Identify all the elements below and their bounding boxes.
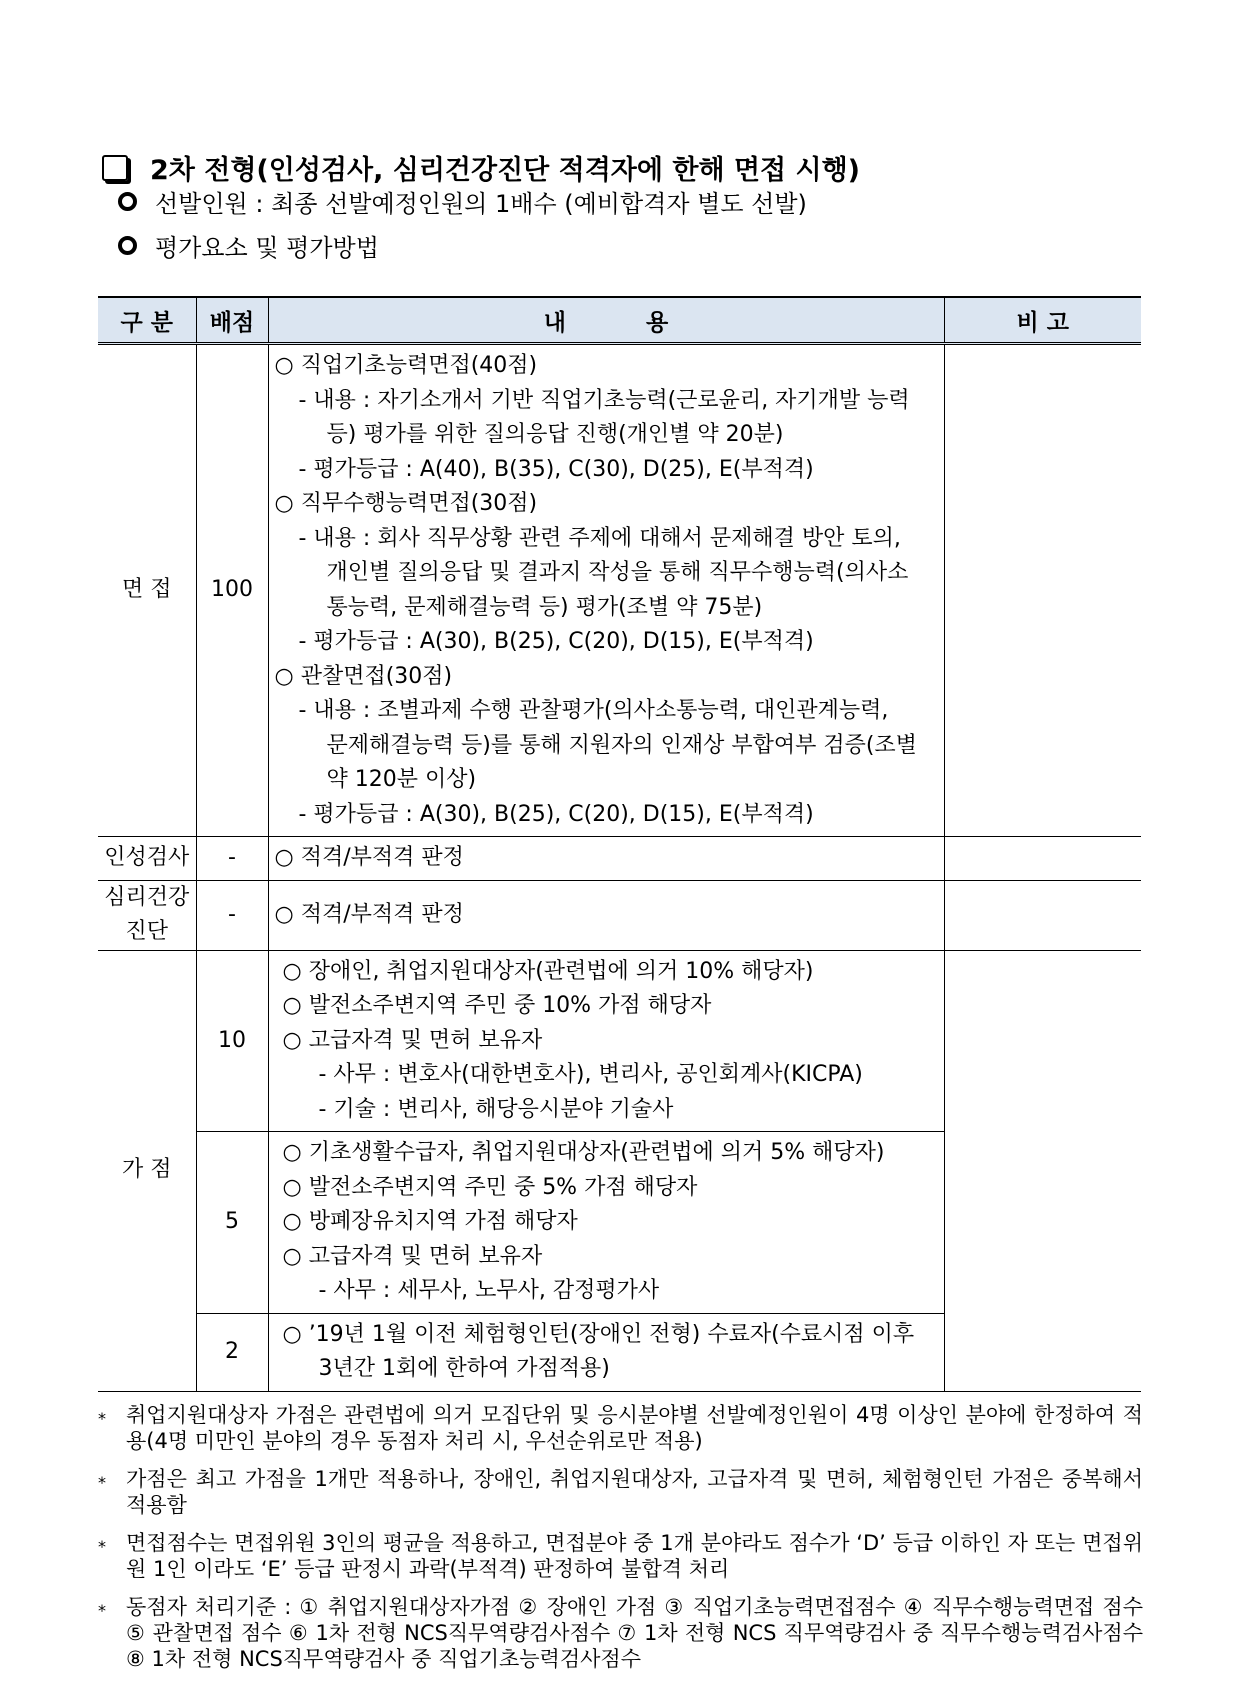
content-line: - 평가등급 : A(30), B(25), C(20), D(15), E(부적격) bbox=[298, 801, 814, 827]
bonus-score-5: 5 bbox=[196, 1132, 268, 1314]
personality-category: 인성검사 bbox=[98, 837, 196, 881]
content-line: ○ 기초생활수급자, 취업지원대상자(관련법에 의거 5% 해당자) bbox=[282, 1140, 885, 1165]
bullet-text: 평가요소 및 평가방법 bbox=[155, 234, 379, 262]
bullet-selection-count bbox=[118, 184, 807, 219]
personality-content: ○ 적격/부적격 판정 bbox=[268, 837, 944, 881]
bonus-score-10: 10 bbox=[196, 950, 268, 1132]
ring-bullet-icon bbox=[118, 192, 137, 211]
content-line: ○ 관찰면접(30점) bbox=[274, 663, 453, 689]
bullet-evaluation bbox=[118, 228, 379, 263]
health-remark bbox=[944, 880, 1141, 950]
footnote bbox=[98, 1594, 1143, 1672]
interview-score: 100 bbox=[196, 344, 268, 837]
bonus-remark bbox=[944, 950, 1141, 1391]
footnote-marker: * bbox=[98, 1601, 106, 1620]
header-remark: 비 고 bbox=[944, 297, 1141, 344]
content-line: 개인별 질의응답 및 결과지 작성을 통해 직무수행능력(의사소 bbox=[326, 560, 909, 585]
interview-content bbox=[268, 344, 944, 837]
content-line: 등) 평가를 위한 질의응답 진행(개인별 약 20분) bbox=[326, 422, 784, 447]
health-category-line1: 심리건강 bbox=[104, 884, 190, 910]
health-category-line2: 진단 bbox=[125, 919, 168, 944]
content-line: - 사무 : 변호사(대한변호사), 변리사, 공인회계사(KICPA) bbox=[318, 1062, 863, 1087]
table-row bbox=[98, 837, 1141, 881]
health-score: - bbox=[196, 880, 268, 950]
health-content: ○ 적격/부적격 판정 bbox=[268, 880, 944, 950]
personality-score: - bbox=[196, 837, 268, 881]
content-line: ○ 고급자격 및 면허 보유자 bbox=[282, 1027, 543, 1053]
content-line: - 내용 : 조별과제 수행 관찰평가(의사소통능력, 대인관계능력, bbox=[298, 698, 889, 723]
header-category: 구 분 bbox=[98, 297, 196, 344]
content-line: - 기술 : 변리사, 해당응시분야 기술사 bbox=[318, 1096, 674, 1122]
footnotes bbox=[98, 1402, 1143, 1684]
content-line: ○ 장애인, 취업지원대상자(관련법에 의거 10% 해당자) bbox=[282, 958, 814, 984]
content-line: - 사무 : 세무사, 노무사, 감정평가사 bbox=[318, 1278, 660, 1303]
content-line: ○ ’19년 1월 이전 체험형인턴(장애인 전형) 수료자(수료시점 이후 bbox=[282, 1321, 915, 1347]
footnote-text: 면접점수는 면접위원 3인의 평균을 적용하고, 면접분야 중 1개 분야라도 점수가 ‘D’ 등급 이하인 자 또는 면접위원 1인 이라도 ‘E’ 등급 판정시 과락(부적격) 판정하여 불합격 처리 bbox=[126, 1531, 1143, 1581]
table-row bbox=[98, 880, 1141, 950]
footnote bbox=[98, 1530, 1143, 1582]
header-content: 내 용 bbox=[268, 297, 944, 344]
interview-category: 면 접 bbox=[98, 344, 196, 837]
evaluation-table bbox=[98, 296, 1141, 1392]
ballot-box-icon bbox=[102, 155, 128, 181]
content-line: ○ 발전소주변지역 주민 중 10% 가점 해당자 bbox=[282, 993, 712, 1018]
table-row bbox=[98, 344, 1141, 837]
section-title: 2차 전형(인성검사, 심리건강진단 적격자에 한해 면접 시행) bbox=[150, 155, 861, 186]
bonus-content-2 bbox=[268, 1313, 944, 1391]
bonus-content-10 bbox=[268, 950, 944, 1132]
health-category bbox=[98, 880, 196, 950]
footnote bbox=[98, 1466, 1143, 1518]
interview-remark bbox=[944, 344, 1141, 837]
content-line: - 평가등급 : A(30), B(25), C(20), D(15), E(부적격) bbox=[298, 629, 814, 654]
content-line: ○ 고급자격 및 면허 보유자 bbox=[282, 1243, 543, 1269]
footnote-marker: * bbox=[98, 1537, 106, 1556]
bonus-score-2: 2 bbox=[196, 1313, 268, 1391]
ring-bullet-icon bbox=[118, 236, 137, 255]
content-line: 문제해결능력 등)를 통해 지원자의 인재상 부합여부 검증(조별 bbox=[326, 732, 917, 758]
personality-remark bbox=[944, 837, 1141, 881]
content-line: 3년간 1회에 한하여 가점적용) bbox=[318, 1356, 610, 1381]
footnote-marker: * bbox=[98, 1409, 106, 1428]
footnote-text: 가점은 최고 가점을 1개만 적용하나, 장애인, 취업지원대상자, 고급자격 및 면허, 체험형인턴 가점은 중복해서 적용함 bbox=[126, 1467, 1143, 1517]
content-line: ○ 직무수행능력면접(30점) bbox=[274, 491, 538, 516]
bullet-text: 선발인원 : 최종 선발예정인원의 1배수 (예비합격자 별도 선발) bbox=[155, 190, 807, 218]
table-row bbox=[98, 950, 1141, 1132]
content-line: 통능력, 문제해결능력 등) 평가(조별 약 75분) bbox=[326, 594, 763, 620]
content-line: ○ 방폐장유치지역 가점 해당자 bbox=[282, 1209, 578, 1234]
section-heading bbox=[102, 148, 860, 187]
content-line: ○ 발전소주변지역 주민 중 5% 가점 해당자 bbox=[282, 1174, 698, 1200]
content-line: - 평가등급 : A(40), B(35), C(30), D(25), E(부적격) bbox=[298, 456, 814, 482]
footnote-marker: * bbox=[98, 1473, 106, 1492]
bonus-category: 가 점 bbox=[98, 950, 196, 1391]
footnote bbox=[98, 1402, 1143, 1454]
footnote-text: 취업지원대상자 가점은 관련법에 의거 모집단위 및 응시분야별 선발예정인원이 4명 이상인 분야에 한정하여 적용(4명 미만인 분야의 경우 동점자 처리 시, 우선순위로만 적용) bbox=[126, 1403, 1143, 1453]
header-score: 배점 bbox=[196, 297, 268, 344]
table-header-row bbox=[98, 297, 1141, 344]
footnote-text: 동점자 처리기준 : ① 취업지원대상자가점 ② 장애인 가점 ③ 직업기초능력면접점수 ④ 직무수행능력면접 점수 ⑤ 관찰면접 점수 ⑥ 1차 전형 NCS직무역량검사점수 ⑦ 1차 전형 NCS 직무역량검사 중 직무수행능력검사점수 ⑧ 1차 전형 NCS직무역량검사 중 직업기초능력검사점수 bbox=[126, 1595, 1143, 1671]
content-line: 약 120분 이상) bbox=[326, 767, 477, 792]
content-line: - 내용 : 회사 직무상황 관련 주제에 대해서 문제해결 방안 토의, bbox=[298, 525, 901, 551]
bonus-content-5 bbox=[268, 1132, 944, 1314]
content-line: ○ 직업기초능력면접(40점) bbox=[274, 353, 538, 378]
content-line: - 내용 : 자기소개서 기반 직업기초능력(근로윤리, 자기개발 능력 bbox=[298, 387, 910, 413]
